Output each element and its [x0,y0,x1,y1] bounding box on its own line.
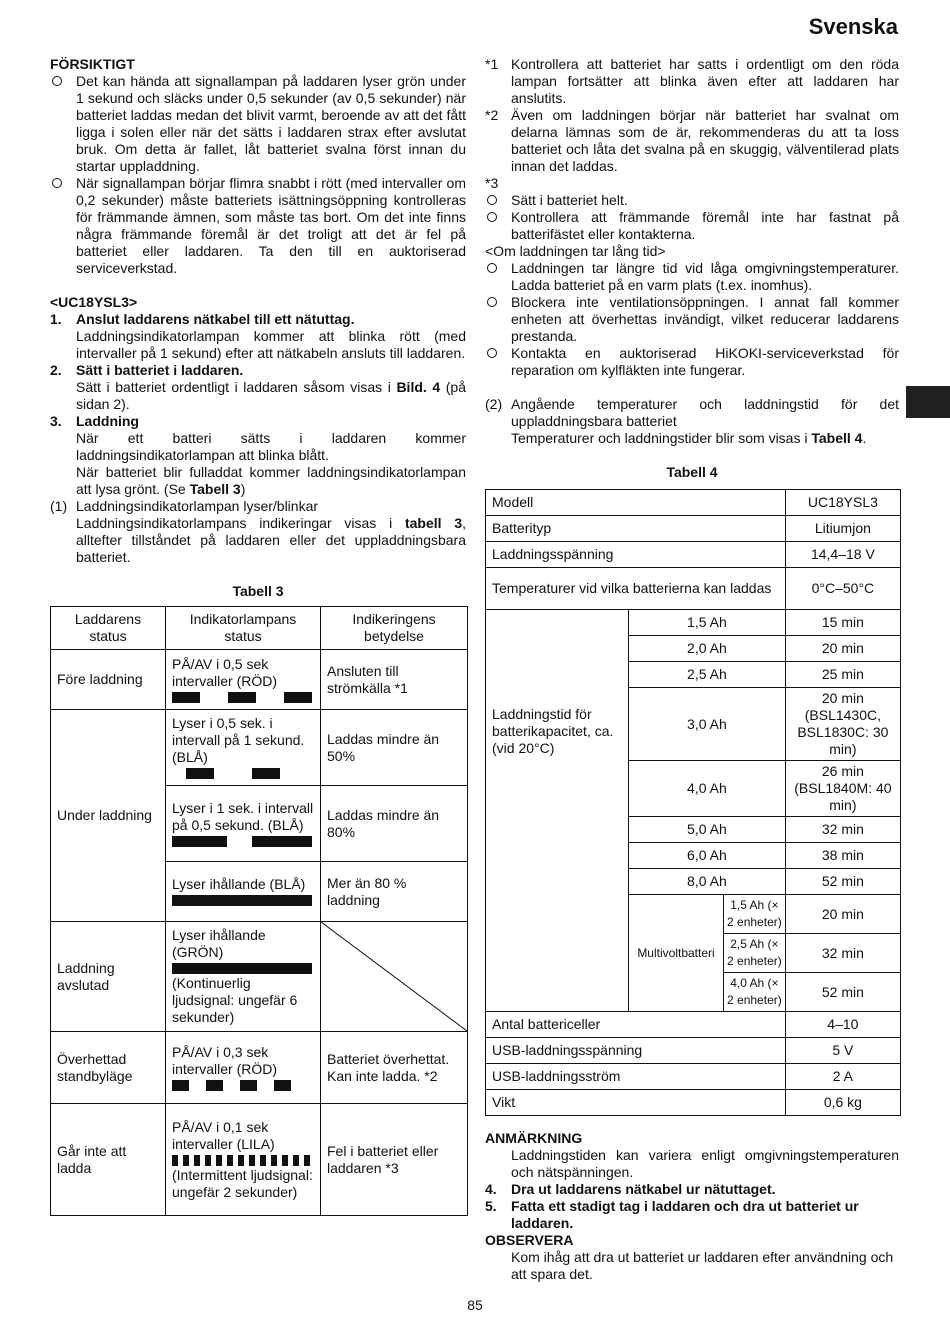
note-3-item: Sätt i batteriet helt. [485,192,899,209]
note-1: *1 Kontrollera att batteriet har satts i ordentligt om den röda lampan fortsätter att blinka även efter att laddaren har anslutits. [485,56,899,106]
model-tag: <UC18YSL3> [50,294,138,310]
table-row: Modell UC18YSL3 [486,490,901,516]
long-charge-item: Laddningen tar längre tid vid låga omgivningstemperaturer. Ladda batteriet på en varm plats (t.ex. inomhus). [485,260,899,294]
table-3 [50,606,468,1216]
observe-title: OBSERVERA [485,1232,574,1248]
note-2: *2 Även om laddningen börjar när batteriet har svalnat om delarna lämnas som de är, rekommenderas du att ta loss batteriet och låta det svalna på en skuggig, välventilerad plats innan det laddas. [485,107,899,174]
lamp-solid-pattern [172,895,314,907]
table3-caption: Tabell 3 [232,583,284,599]
table-row: Lyser ihållande (BLÅ) Mer än 80 % laddning [51,862,468,922]
table-row: 3,0 Ah 20 min (BSL1430C, BSL1830C: 30 min) [486,688,901,761]
lamp-blink-pattern [172,692,312,704]
long-charge-item: Blockera inte ventilationsöppningen. I annat fall kommer enheten att överhettas invändigt, vilket reducerar laddarens prestanda. [485,294,899,345]
multivolt-label: Multivoltbatteri [629,895,724,1012]
lamp-blink-pattern [172,836,314,848]
step-4: 4. Dra ut laddarens nätkabel ur nätuttaget. [485,1181,776,1197]
table-row: 8,0 Ah 52 min [486,869,901,895]
step-2: 2. Sätt i batteriet i laddaren. Sätt i batteriet ordentligt i laddaren såsom visas i Bild. 4 (på sidan 2). [50,362,466,412]
lamp-fast-blink-pattern [172,1155,314,1167]
table-row: 4,0 Ah 26 min (BSL1840M: 40 min) [486,761,901,817]
table-row: Antal battericeller 4–10 [486,1012,901,1038]
lamp-blink-pattern [172,1080,314,1092]
lamp-solid-pattern [172,963,314,975]
table-row: 2,5 Ah 25 min [486,662,901,688]
table-row: USB-laddningsspänning 5 V [486,1038,901,1064]
caution-title: FÖRSIKTIGT [50,56,135,72]
table-row: Laddning avslutad Lyser ihållande (GRÖN) (Kontinuerlig ljudsignal: ungefär 6 sekunder) [51,922,468,1032]
circle-bullet-icon [487,348,497,358]
caution-item: När signallampan börjar flimra snabbt i rött (med intervaller om 0,2 sekunder) måste batteriets isättningsöppning kontrolleras för främmande ämnen, som måste tas bort. Om det inte finns några främmande föremål är det troligt att det är fel på batteriet eller laddaren. Ta den till en auktoriserad serviceverkstad. [50,175,466,277]
circle-bullet-icon [487,263,497,273]
t3-header: Laddarens status [51,607,166,650]
circle-bullet-icon [487,212,497,222]
step-5: 5. Fatta ett stadigt tag i laddaren och dra ut batteriet ur laddaren. [485,1198,859,1231]
circle-bullet-icon [487,195,497,205]
t3-header: Indikeringens betydelse [321,607,468,650]
circle-bullet-icon [487,297,497,307]
table4-caption: Tabell 4 [666,464,718,480]
subsection-2: (2) Angående temperaturer och laddningstid för det uppladdningsbara batteriet Temperaturer och laddningstider blir som visas i Tabell 4. [485,396,899,446]
section-tab-marker [906,386,950,418]
table-row: Lyser i 1 sek. i intervall på 0,5 sekund. (BLÅ) Laddas mindre än 80% [51,786,468,862]
circle-bullet-icon [52,178,62,188]
remark-text: Laddningstiden kan variera enligt omgivningstemperaturen och nätspänningen. [511,1147,899,1180]
table-row: 5,0 Ah 32 min [486,817,901,843]
remark-title: ANMÄRKNING [485,1130,583,1146]
table-row: USB-laddningsström 2 A [486,1064,901,1090]
step-3: 3. Laddning När ett batteri sätts i laddaren kommer laddningsindikatorlampan att blinka blått. När batteriet blir fulladdat kommer laddningsindikatorlampan att lysa grönt. (Se Tabell 3) [50,413,466,497]
page-number: 85 [467,1297,483,1313]
t3-header: Indikatorlampans status [166,607,321,650]
subsection-1: (1) Laddningsindikatorlampan lyser/blinkar Laddningsindikatorlampans indikeringar visas i tabell 3, alltefter tillståndet på laddaren eller det uppladdningsbara batteriet. [50,498,466,565]
table-row: 6,0 Ah 38 min [486,843,901,869]
table-row: Temperaturer vid vilka batterierna kan laddas 0°C–50°C [486,568,901,610]
charge-time-label: Laddningstid för batterikapacitet, ca. (vid 20°C) [486,610,629,1012]
long-charge-item: Kontakta en auktoriserad HiKOKI-serviceverkstad för reparation om kylfläkten inte fungerar. [485,345,899,379]
table-row: 2,0 Ah 20 min [486,636,901,662]
caution-item: Det kan hända att signallampan på laddaren lyser grön under 1 sekund och släcks under 0,5 sekunder (av 0,5 sekunder) när batteriet laddas medan det blivit varmt, beroende av att det fått ligga i solen eller när det sätts i laddaren strax efter avslutat bruk. Om detta är fallet, låt batteriet svalna först innan du startar uppladdning. [50,73,466,175]
observe-text: Kom ihåg att dra ut batteriet ur laddaren efter användning och att spara det. [511,1249,894,1282]
table-row: 2,5 Ah (× 2 enheter) 32 min [486,934,901,973]
table-row: Överhettad standbyläge PÅ/AV i 0,3 sek intervaller (RÖD) Batteriet överhettat. Kan inte ladda. *2 [51,1032,468,1104]
table-row: Multivoltbatteri 1,5 Ah (× 2 enheter) 20 min [486,895,901,934]
table-row: Batterityp Litiumjon [486,516,901,542]
table-row: 4,0 Ah (× 2 enheter) 52 min [486,973,901,1012]
table-row: Laddningsspänning 14,4–18 V [486,542,901,568]
table-row: Går inte att ladda PÅ/AV i 0,1 sek intervaller (LILA) (Intermittent ljudsignal: ungefär 2 sekunder) Fel i batteriet eller laddaren *3 [51,1104,468,1216]
lamp-blink-pattern [172,768,314,780]
note-3-item: Kontrollera att främmande föremål inte har fastnat på batterifästet eller kontakterna. [485,209,899,243]
table-row: Laddningstid för batterikapacitet, ca. (vid 20°C) 1,5 Ah 15 min [486,610,901,636]
table-4 [485,489,901,1116]
step-1: 1. Anslut laddarens nätkabel till ett nätuttag. Laddningsindikatorlampan kommer att blinka rött (med intervaller på 1 sekund) efter att nätkabeln ansluts till laddaren. [50,311,466,361]
table-row: Vikt 0,6 kg [486,1090,901,1116]
left-column [50,56,466,1216]
empty-cell-diagonal [321,922,468,1032]
circle-bullet-icon [52,76,62,86]
language-header: Svenska [808,14,898,39]
table-row: Under laddning Lyser i 0,5 sek. i intervall på 1 sekund. (BLÅ) Laddas mindre än 50% [51,710,468,786]
long-charge-title: <Om laddningen tar lång tid> [485,243,666,259]
note-3-mark: *3 [485,175,499,191]
right-column [485,56,899,1283]
table-row: Före laddning PÅ/AV i 0,5 sek intervaller (RÖD) Ansluten till strömkälla *1 [51,650,468,710]
